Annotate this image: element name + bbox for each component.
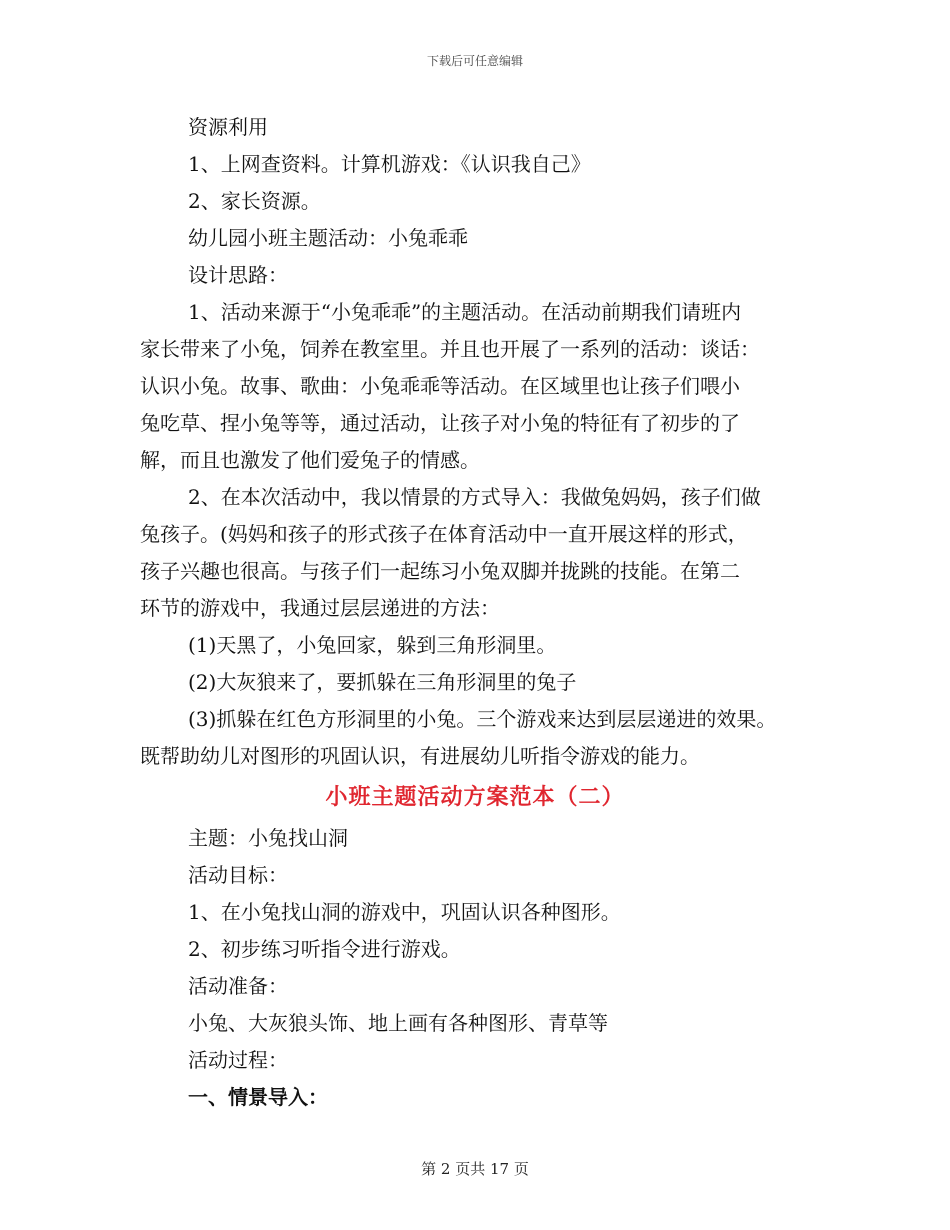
section-label: 活动目标： [188, 863, 288, 887]
section-title: 小班主题活动方案范本（二） [325, 784, 625, 810]
section-label: 活动准备： [188, 974, 288, 998]
paragraph-line: 1、活动来源于“小兔乖乖”的主题活动。在活动前期我们请班内 [188, 300, 742, 324]
list-item: 2、初步练习听指令进行游戏。 [188, 937, 461, 961]
page-footer: 第 2 页共 17 页 [421, 1160, 529, 1178]
theme-line: 主题：小兔找山洞 [188, 826, 348, 850]
paragraph-line: 家长带来了小兔，饲养在教室里。并且也开展了一系列的活动：谈话： [140, 337, 760, 361]
section-label: 设计思路： [188, 263, 288, 287]
step-item: (2)大灰狼来了，要抓躲在三角形洞里的兔子 [188, 670, 577, 694]
section-label: 活动过程： [188, 1048, 288, 1072]
section-label: 资源利用 [188, 115, 268, 139]
paragraph-line: 兔孩子。(妈妈和孩子的形式孩子在体育活动中一直开展这样的形式， [140, 522, 748, 546]
activity-name: 幼儿园小班主题活动：小兔乖乖 [188, 226, 468, 250]
subheading: 一、情景导入： [188, 1085, 328, 1109]
paragraph-line: 解，而且也激发了他们爱兔子的情感。 [140, 448, 480, 472]
paragraph-line: 环节的游戏中，我通过层层递进的方法： [140, 596, 500, 620]
list-item: 2、家长资源。 [188, 189, 321, 213]
step-item: (1)天黑了，小兔回家，躲到三角形洞里。 [188, 633, 557, 657]
list-item: 1、在小兔找山洞的游戏中，巩固认识各种图形。 [188, 900, 621, 924]
paragraph-line: 小兔、大灰狼头饰、地上画有各种图形、青草等 [188, 1011, 608, 1035]
paragraph-line: 认识小兔。故事、歌曲：小兔乖乖等活动。在区域里也让孩子们喂小 [140, 374, 740, 398]
paragraph-line: 兔吃草、捏小兔等等，通过活动，让孩子对小兔的特征有了初步的了 [140, 411, 740, 435]
list-item: 1、上网查资料。计算机游戏：《认识我自己》 [188, 152, 591, 176]
paragraph-line: 2、在本次活动中，我以情景的方式导入：我做兔妈妈，孩子们做 [188, 485, 761, 509]
step-item: (3)抓躲在红色方形洞里的小兔。三个游戏来达到层层递进的效果。 [188, 707, 777, 731]
page-header: 下载后可任意编辑 [426, 54, 523, 68]
paragraph-line: 既帮助幼儿对图形的巩固认识，有进展幼儿听指令游戏的能力。 [140, 744, 700, 768]
paragraph-line: 孩子兴趣也很高。与孩子们一起练习小兔双脚并拢跳的技能。在第二 [140, 559, 740, 583]
